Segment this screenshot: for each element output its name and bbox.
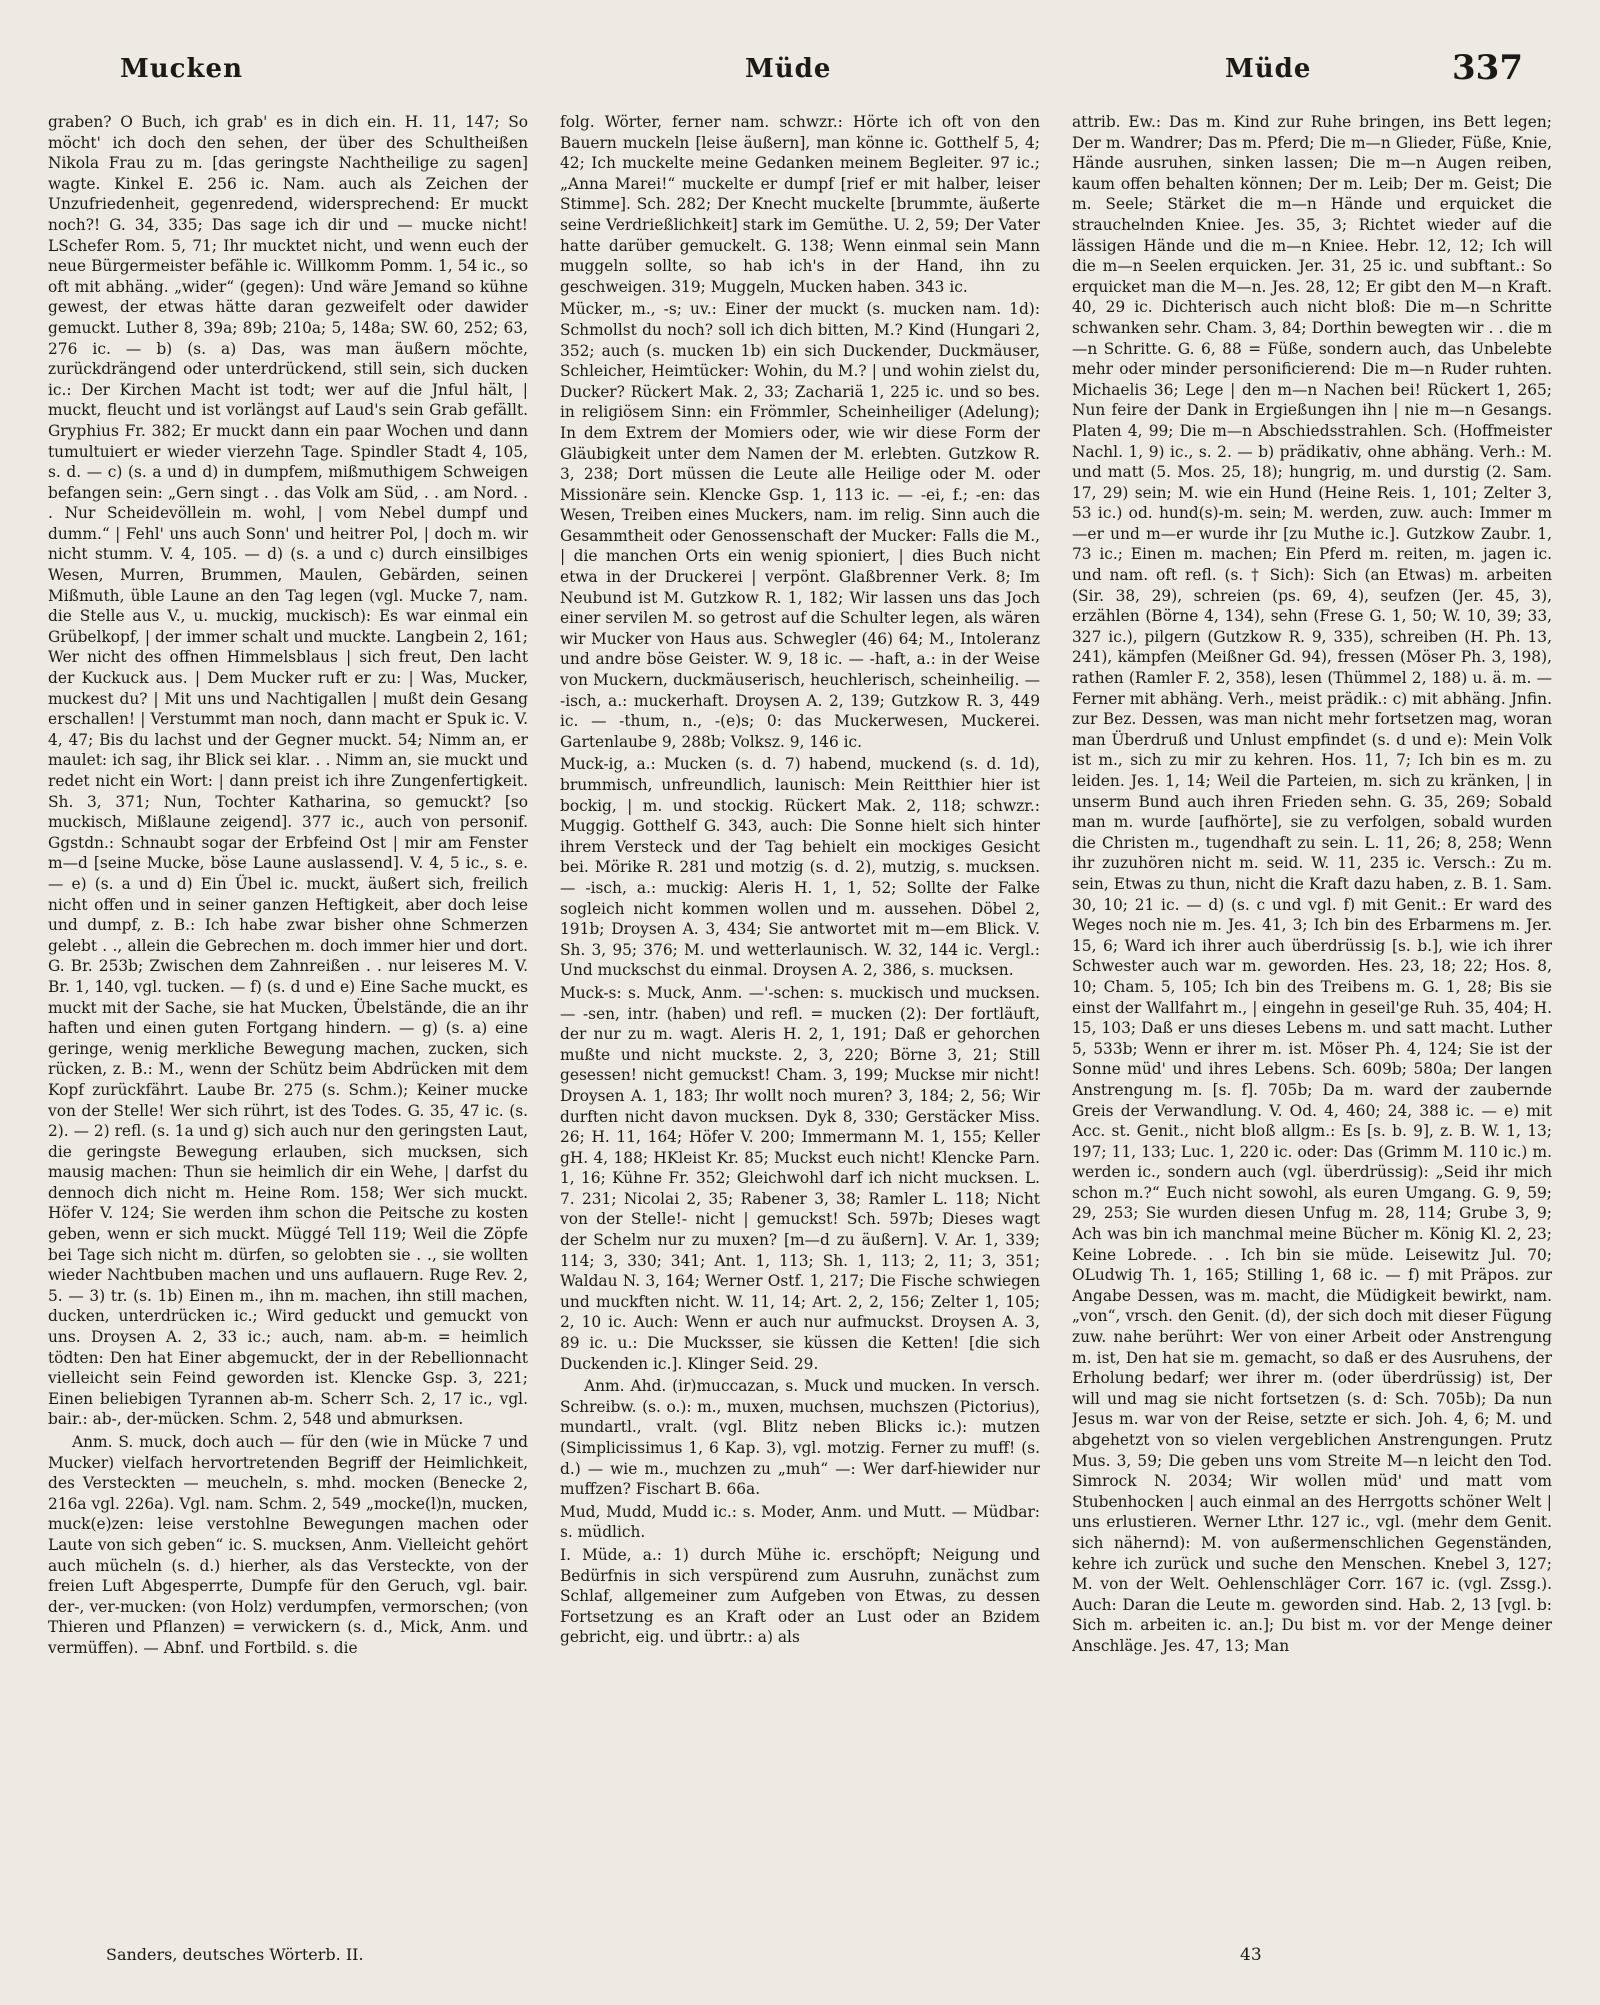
entry-mucks: Muck-s: s. Muck, Anm. —'-schen: s. muckisch und mucksen. — -sen, intr. (haben) und refl. = mucken (2): Der fortläuft, der nur zu m. wagt. Aleris H. 2, 1, 191; Daß er gehorchen mußte und nicht muckste. 2, 3, 220; Börne 3, 21; Still gesessen! nicht gemuckst! Cham. 3, 199; Muckse mir nicht! Droysen A. 1, 183; Ihr wollt noch muren? 3, 184; 2, 56; Wir durften nicht davon mucksen. Dyk 8, 330; Gerstäcker Miss. 26; H. 11, 164; Höfer V. 200; Immermann M. 1, 155; Keller gH. 4, 188; HKleist Kr. 85; Muckst euch nicht! Klencke Parn. 1, 16; Kühne Fr. 352; Gleichwohl darf ich nicht mucksen. L. 7. 231; Nicolai 2, 35; Rabener 3, 38; Ramler L. 118; Nicht von der Stelle!- nicht | gemuckst! Sch. 597b; Dieses wagt der Schelm nur zu muxen? [m—d zu äußern]. V. Ar. 1, 339; 114; 3, 330; 341; Ant. 1, 113; Sh. 1, 113; 2, 11; 3, 351; Waldau N. 3, 164; Werner Ostf. 1, 217; Die Fische schwiegen und muckften nicht. W. 11, 14; Art. 2, 2, 156; Zelter 1, 105; 2, 10 ic. Auch: Wenn er auch nur aufmuckst. Droysen A. 3, 89 ic. u.: Die Mucksser, sie küssen die Ketten! [die sich Duckenden ic.]. Klinger Seid. 29. xyxy=(560,983,1040,1373)
column-right xyxy=(1072,112,1552,1942)
entry-mud: Mud, Mudd, Mudd ic.: s. Moder, Anm. und Mutt. — Müdbar: s. müdlich. xyxy=(560,1502,1040,1542)
entry-text: graben? O Buch, ich grab' es in dich ein. H. 11, 147; So möcht' ich doch den sehen, der über des Schultheißen Nikola Frau zu m. [das geringste Nachtheilige zu sagen] wagte. Kinkel E. 256 ic. Nam. auch als Zeichen der Unzufriedenheit, gegenredend, widersprechend: Er muckt noch?! G. 34, 335; Das sage ich dir und — mucke nicht! LSchefer Rom. 5, 71; Ihr mucktet nicht, und wenn euch der neue Bürgermeister befähle ic. Willkomm Pomm. 1, 54 ic., so oft mit abhäng. „wider“ (gegen): Und wäre Jemand so kühne gewest, der etwas hätte daran gezweifelt oder dawider gemuckt. Luther 8, 39a; 89b; 210a; 5, 148a; SW. 60, 252; 63, 276 ic. — b) (s. a) Das, was man äußern möchte, zurückdrängend oder unterdrückend, still sein, sich ducken ic.: Der Kirchen Macht ist todt; wer auf die Jnful hält, | muckt, fleucht und ist vorlängst auf Laud's sein Grab gefällt. Gryphius Fr. 382; Er muckt dann ein paar Wochen und dann tumultuiert er wieder vierzehn Tage. Spindler Stadt 4, 105, s. d. — c) (s. a und d) in dumpfem, mißmuthigem Schweigen befangen sein: „Gern singt . . das Volk am Süd, . . am Nord. . . Nur Scheidevöllein m. wohl, | vom Nebel dumpf und dumm.“ | Fehl' uns auch Sonn' und heitrer Pol, | doch m. wir nicht stumm. V. 4, 105. — d) (s. a und c) durch einsilbiges Wesen, Murren, Brummen, Maulen, Gebärden, seinen Mißmuth, üble Laune an den Tag legen (vgl. Mucke 7, nam. die Stelle aus V., u. muckig, muckisch): Es war einmal ein Grübelkopf, | der immer schalt und muckte. Langbein 2, 161; Wer nicht des offnen Himmelsblaus | sich freut, Den lacht der Kuckuck aus. | Dem Mucker ruft er zu: | Was, Mucker, muckest du? | Mit uns und Nachtigallen | mußt dein Gesang erschallen! | Verstummt man noch, dann macht er Spuk ic. V. 4, 47; Bis du lachst und der Gegner muckt. 54; Nimm an, er maulet: ich sag, ihr Blick sei klar. . . Nimm an, sie muckt und redet nicht ein Wort: | dann preist ich ihre Zungenfertigkeit. Sh. 3, 371; Nun, Tochter Katharina, so gemuckt? [so muckisch, Mißlaune zeigend]. 377 ic., auch von personif. Ggstdn.: Schnaubt sogar der Erbfeind Ost | mir am Fenster m—d [seine Mucke, böse Laune auslassend]. V. 4, 5 ic., s. e. — e) (s. a und d) Ein Übel ic. muckt, äußert sich, freilich nicht offen und in seiner ganzen Heftigkeit, aber doch leise und dumpf, z. B.: Ich habe zwar bisher ohne Schmerzen gelebt . ., allein die Gebrechen m. doch immer hier und dort. G. Br. 253b; Zwischen dem Zahnreißen . . nur leiseres M. V. Br. 1, 140, vgl. tucken. — f) (s. d und e) Eine Sache muckt, es muckt mit der Sache, sie hat Mucken, Übelstände, die an ihr haften und einen guten Fortgang hindern. — g) (s. a) eine geringe, wenig merkliche Bewegung machen, zucken, sich rücken, z. B.: M., wenn der Schütz beim Abdrücken mit dem Kopf zurückfährt. Laube Br. 275 (s. Schm.); Keiner mucke von der Stelle! Wer sich rührt, ist des Todes. G. 35, 47 ic. (s. 2). — 2) refl. (s. 1a und g) sich auch nur den geringsten Laut, die geringste Bewegung erlauben, sich mucksen, sich mausig machen: Thun sie heimlich dir ein Wehe, | darfst du dennoch dich nicht m. Heine Rom. 158; Wer sich muckt. Höfer V. 124; Sie werden ihm schon die Peitsche zu kosten geben, wenn er sich muckt. Müggé Tell 119; Weil die Zöpfe bei Tage sich nicht m. dürfen, so gelobten sie . ., sie wollten wieder Nachtbuben machen und uns auflauern. Ruge Rev. 2, 5. — 3) tr. (s. 1b) Einen m., ihn m. machen, ihn still machen, ducken, unterdrücken ic.; Wird geduckt und gemuckt von uns. Droysen A. 2, 33 ic.; auch, nam. ab-m. = heimlich tödten: Den hat Einer abgemuckt, der in der Rebellionnacht vielleicht sein Feind geworden ist. Klencke Gsp. 3, 221; Einen beliebigen Tyrannen ab-m. Scherr Sch. 2, 17 ic., vgl. bair.: ab-, der-mücken. Schm. 2, 548 und abmurksen. xyxy=(48,113,528,1429)
page-number: 337 xyxy=(1452,48,1523,88)
entry-text: folg. Wörter, ferner nam. schwzr.: Hörte ich oft von den Bauern muckeln [leise äußern], man könne ic. Gotthelf 5, 4; 42; Ich muckelte meine Gedanken meinem Begleiter. 97 ic.; „Anna Marei!“ muckelte er dumpf [rief er mit halber, leiser Stimme]. Sch. 282; Der Knecht muckelte [brummte, äußerte seine Verdrießlichkeit] stark im Gemüthe. U. 2, 59; Der Vater hatte darüber gemuckelt. G. 138; Wenn einmal sein Mann muggeln sollte, so hab ich's in der Hand, ihn zu geschweigen. 319; Muggeln, Mucken haben. 343 ic. xyxy=(560,113,1040,296)
footer-signature: Sanders, deutsches Wörterb. II. xyxy=(106,1945,364,1964)
headword-left: Mucken xyxy=(120,54,243,84)
entry-text: attrib. Ew.: Das m. Kind zur Ruhe bringen, ins Bett legen; Der m. Wandrer; Das m. Pferd; Die m—n Glieder, Füße, Knie, Hände ausruhen, sinken lassen; Die m—n Augen reiben, kaum offen behalten können; Der m. Leib; Der m. Geist; Die m. Seele; Stärket die m—n Hände und erquicket die strauchelnden Kniee. Jes. 35, 3; Richtet wieder auf die lässigen Hände und die m—n Kniee. Hebr. 12, 12; Ich will die m—n Seelen erquicken. Jer. 31, 25 ic. und subftant.: So erquicket man die M—n. Jes. 28, 12; Er gibt den M—n Kraft. 40, 29 ic. Dichterisch auch nicht bloß: Die m—n Schritte schwanken sehr. Cham. 3, 84; Dorthin bewegten wir . . die m—n Schritte. G. 6, 88 = Füße, sondern auch, das Unbelebte mehr oder minder personificierend: Die m—n Ruder ruhten. Michaelis 36; Lege | den m—n Nachen bei! Rückert 1, 265; Nun feire der Dank in Ergießungen ihn | nie m—n Gesangs. Platen 4, 99; Die m—n Abschiedsstrahlen. Sch. (Hoffmeister Nachl. 1, 9) ic., s. 2. — b) prädikativ, ohne abhäng. Verh.: M. und matt (5. Mos. 25, 18); hungrig, m. und durstig (2. Sam. 17, 29) sein; M. wie ein Hund (Heine Reis. 1, 101; Zelter 3, 53 ic.) od. hund(s)-m. sein; M. werden, zuw. auch: Immer m—er und m—er wurde ihr [zu Muthe ic.]. Gutzkow Zaubr. 1, 73 ic.; Einen m. machen; Ein Pferd m. reiten, m. jagen ic. und nam. oft refl. (s. † Sich): Sich (an Etwas) m. arbeiten (Sir. 38, 29), schreien (ps. 69, 4), seufzen (Jer. 45, 3), erzählen (Börne 4, 134), sehn (Frese G. 1, 50; W. 10, 39; 33, 327 ic.), pilgern (Gutzkow R. 9, 335), schreiben (H. Ph. 13, 241), kämpfen (Meißner Gd. 94), fressen (Möser Ph. 3, 198), rathen (Ramler F. 2, 358), lesen (Thümmel 2, 188) u. ä. m. — Ferner mit abhäng. Verh., meist prädik.: c) mit abhäng. Jnfin. zur Bez. Dessen, was man nicht mehr fortsetzen mag, woran man Überdruß und Unlust empfindet (s. d und e): Mein Volk ist m., sich zu mir zu kehren. Hos. 11, 7; Ich bin es m. zu leiden. Jes. 1, 14; Weil die Parteien, m. sich zu kränken, | in unserm Bund auch ihren Frieden sehn. G. 35, 269; Sobald man m. wurde [aufhörte], sie zu verfolgen, sobald wurden die Christen m., tugendhaft zu sein. L. 11, 26; 8, 258; Wenn ihr zuzuhören nicht m. seid. W. 11, 235 ic. Versch.: Zu m. sein, Etwas zu thun, nicht die Kraft dazu haben, z. B. 1. Sam. 30, 10; 21 ic. — d) (s. c und vgl. f) mit Genit.: Er ward des Weges noch nie m. Jes. 41, 3; Ich bin des Erbarmens m. Jer. 15, 6; Ward ich ihrer auch überdrüssig [s. b.], wie ich ihrer Schwester auch war m. geworden. Hes. 23, 18; 22; Hos. 8, 10; Cham. 5, 105; Ich bin des Treibens m. G. 1, 28; Bis sie einst der Wallfahrt m., | eingehn in geseil'ge Ruh. 35, 404; H. 15, 103; Daß er uns dieses Lebens m. und satt macht. Luther 5, 533b; Wenn er ihrer m. ist. Möser Ph. 4, 124; Sie ist der Sonne müd' und ihres Lebens. Sch. 609b; 580a; Der langen Anstrengung m. [s. f]. 705b; Da m. ward der zaubernde Greis der Verwandlung. V. Od. 4, 460; 24, 388 ic. — e) mit Acc. st. Genit., nicht bloß allgm.: Es [s. b. 9], z. B. W. 1, 13; 197; 11, 133; Luc. 1, 220 ic. oder: Das (Grimm M. 110 ic.) m. werden ic., sondern auch (vgl. überdrüssig): „Seid ihr mich schon m.?“ Euch nicht sowohl, als euren Umgang. G. 9, 59; 29, 253; Sie wurden diesen Unfug m. 28, 114; Grube 3, 9; Ach was bin ich manchmal meine Bücher m. König Kl. 2, 23; Keine Lobrede. . . Ich bin sie müde. Leisewitz Jul. 70; OLudwig Th. 1, 165; Stilling 1, 68 ic. — f) mit Präpos. zur Angabe Dessen, was m. macht, die Müdigkeit bewirkt, nam. „von“, vrsch. den Genit. (d), der sich doch mit dieser Fügung zuw. nahe berührt: Wer von einer Arbeit oder Anstrengung m. ist, Den hat sie m. gemacht, so daß er des Ausruhens, der Erholung bedarf; wer ihrer m. (oder überdrüssig) ist, Der will und mag sie nicht fortsetzen (s. d: Sch. 705b); Da nun Jesus m. war von der Reise, setzte er sich. Joh. 4, 6; M. und abgehetzt von so vielen vergeblichen Anstrengungen. Prutz Mus. 3, 59; Die geben uns vom Streite M—n leicht den Tod. Simrock N. 2034; Wir wollen müd' und matt vom Stubenhocken | auch einmal an des Herrgotts schöner Welt | uns erlustieren. Werner Lthr. 127 ic., vgl. (mehr dem Genit. sich nähernd): M. von außermenschlichen Gegenständen, kehre ich zurück und suche den Menschen. Knebel 3, 127; M. von der Welt. Oehlenschläger Corr. 167 ic. (vgl. Zssg.). Auch: Daran die Leute m. geworden sind. Hab. 2, 13 [vgl. b: Sich m. arbeiten ic. an.]; Du bist m. vor der Menge deiner Anschläge. Jes. 47, 13; Man xyxy=(1072,113,1552,1655)
annotation-text: Anm. S. muck, doch auch — für den (wie in Mücke 7 und Mucker) vielfach hervortretenden Begriff der Heimlichkeit, des Versteckten — meucheln, s. mhd. mocken (Benecke 2, 216a vgl. 226a). Vgl. nam. Schm. 2, 549 „mocke(l)n, mucken, muck(e)zen: leise verstohlne Bewegungen machen oder Laute von sich geben“ ic. S. mucksen, Anm. Vielleicht gehört auch mücheln (s. d.) hierher, als das Versteckte, von der freien Luft Abgesperrte, Dumpfe für den Geruch, vgl. bair. der-, ver-mucken: (von Holz) verdumpfen, vermorschen; (von Thieren und Pflanzen) = verwickern (s. d., Mick, Anm. und vermüffen). — Abnf. und Fortbild. s. die xyxy=(48,1433,528,1657)
column-left xyxy=(48,112,528,1942)
headword-right: Müde xyxy=(1225,54,1312,84)
column-middle xyxy=(560,112,1040,1942)
entry-muecker: Mücker, m., -s; uv.: Einer der muckt (s. mucken nam. 1d): Schmollst du noch? soll ich dich bitten, M.? Kind (Hungari 2, 352; auch (s. mucken 1b) ein sich Duckender, Duckmäuser, Schleicher, Heimtücker: Wohin, du M.? | und wohin zielst du, Ducker? Rückert Mak. 2, 33; Zachariä 1, 225 ic. und so bes. in religiösem Sinn: ein Frömmler, Scheinheiliger (Adelung); In dem Extrem der Momiers oder, wie wir diese Form der Gläubigkeit unter dem Namen der M. erlebten. Gutzkow R. 3, 238; Dort müssen die Leute alle Heilige oder M. oder Missionäre sein. Klencke Gsp. 1, 113 ic. — -ei, f.; -en: das Wesen, Treiben eines Muckers, nam. im relig. Sinn auch die Gesammtheit oder Genossenschaft der Mucker: Falls die M., | die manchen Orts ein wenig spioniert, | dies Buch nicht etwa in der Druckerei | verpönt. Glaßbrenner Verk. 8; Im Neubund ist M. Gutzkow R. 1, 182; Wir lassen uns das Joch einer servilen M. so getrost auf die Schulter legen, als wären wir Mucker von Haus aus. Schwegler (46) 64; M., Intoleranz und andre böse Geister. W. 9, 18 ic. — -haft, a.: in der Weise von Muckern, duckmäuserisch, heuchlerisch, scheinheilig. — -isch, a.: muckerhaft. Droysen A. 2, 139; Gutzkow R. 3, 449 ic. — -thum, n., -(e)s; 0: das Muckerwesen, Muckerei. Gartenlaube 9, 288b; Volksz. 9, 146 ic. xyxy=(560,300,1040,751)
running-header xyxy=(0,48,1600,98)
headword-center: Müde xyxy=(745,54,832,84)
entry-muckig: Muck-ig, a.: Mucken (s. d. 7) habend, muckend (s. d. 1d), brummisch, unfreundlich, launisch: Mein Reitthier hier ist bockig, | m. und stockig. Rückert Mak. 2, 118; schwzr.: Muggig. Gotthelf G. 343, auch: Die Sonne hielt sich hinter ihrem Versteck und der Tag behielt ein mockiges Gesicht bei. Mörike R. 281 und motzig (s. d. 2), mutzig, s. mucksen. — -isch, a.: muckig: Aleris H. 1, 1, 52; Sollte der Falke sogleich nicht kommen wollen und m. aussehen. Döbel 2, 191b; Droysen A. 3, 434; Sie antwortet mit m—em Blick. V. Sh. 3, 95; 376; M. und wetterlaunisch. W. 32, 144 ic. Vergl.: Und muckschst du einmal. Droysen A. 2, 386, s. mucksen. xyxy=(560,755,1040,980)
footer-sheet-number: 43 xyxy=(1240,1945,1262,1965)
annotation-text: Anm. Ahd. (ir)muccazan, s. Muck und mucken. In versch. Schreibw. (s. o.): m., muxen, muchsen, muchszen (Pictorius), mundartl., vralt. (vgl. Blitz neben Blicks ic.): mutzen (Simplicissimus 1, 6 Kap. 3), vgl. motzig. Ferner zu muff! (s. d.) — wie m., muchzen zu „muh“ —: Wer darf-hiewider nur muffzen? Fischart B. 66a. xyxy=(560,1377,1040,1499)
dictionary-columns xyxy=(48,112,1553,1942)
entry-muede: I. Müde, a.: 1) durch Mühe ic. erschöpft; Neigung und Bedürfnis in sich verspürend zum Ausruhn, zunächst zum Schlaf, allgemeiner zum Aufgeben von Etwas, zu dessen Fortsetzung es an Kraft oder an Lust oder an Bzidem gebricht, eig. und übrtr.: a) als xyxy=(560,1545,1040,1647)
